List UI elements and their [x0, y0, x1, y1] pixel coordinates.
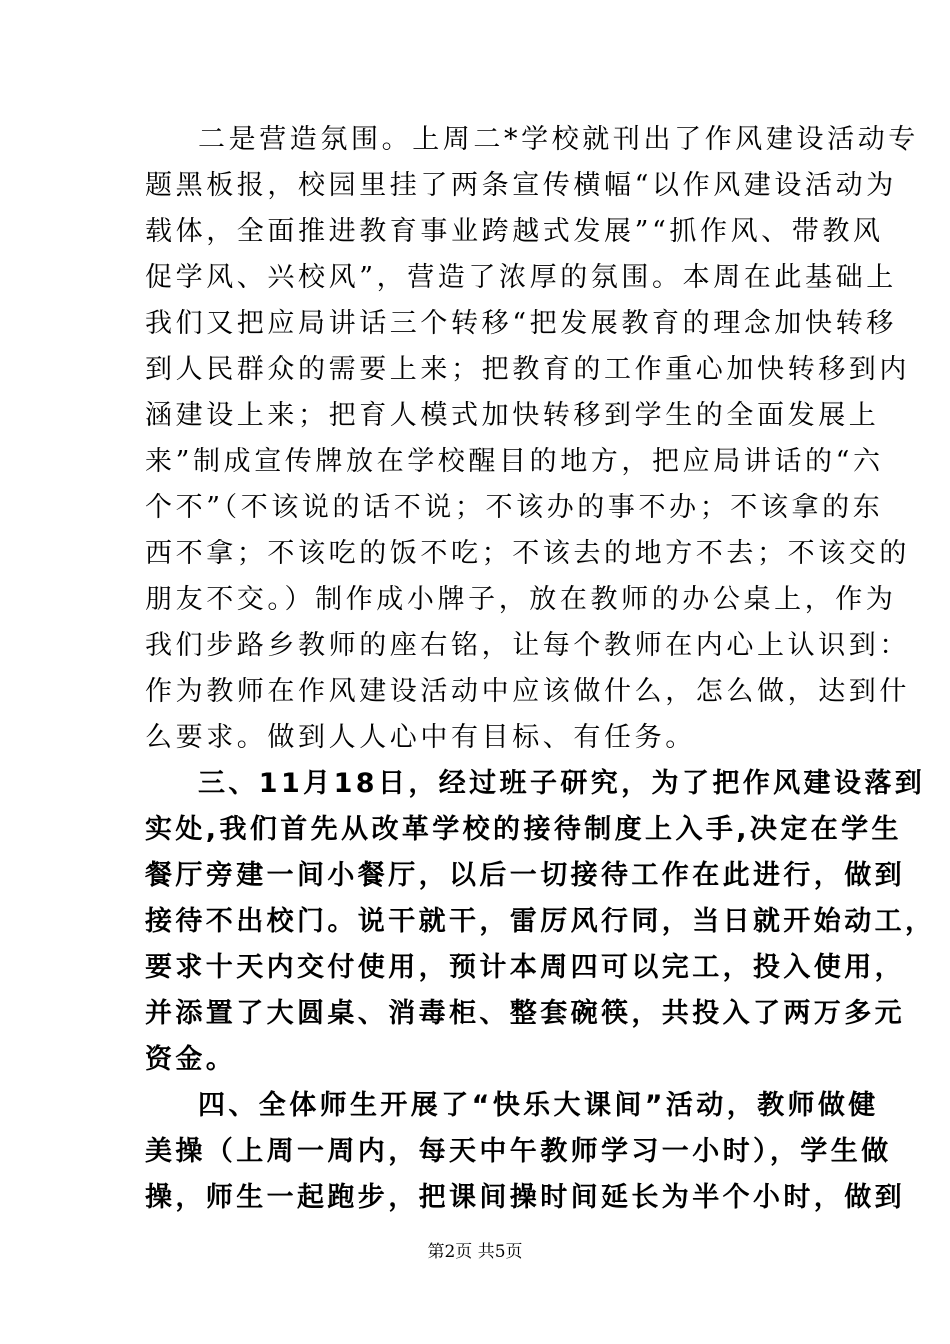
paragraph-line: 个不”（不该说的话不说；不该办的事不办；不该拿的东	[145, 492, 884, 523]
paragraph-line: 要求十天内交付使用，预计本周四可以完工，投入使用，	[145, 952, 905, 983]
paragraph-line: 美操（上周一周内，每天中午教师学习一小时），学生做	[145, 1136, 892, 1167]
paragraph-line: 操，师生一起跑步，把课间操时间延长为半个小时，做到	[145, 1182, 905, 1213]
paragraph-line: 二是营造氛围。上周二*学校就刊出了作风建设活动专	[198, 124, 919, 155]
paragraph-line: 并添置了大圆桌、消毒柜、整套碗筷，共投入了两万多元	[145, 998, 905, 1029]
paragraph-line: 我们又把应局讲话三个转移“把发展教育的理念加快转移	[145, 308, 897, 339]
paragraph-line: 朋友不交。）制作成小牌子，放在教师的办公桌上，作为	[145, 584, 897, 615]
paragraph-line: 载体，全面推进教育事业跨越式发展”“抓作风、带教风	[145, 216, 884, 247]
paragraph-line: 涵建设上来；把育人模式加快转移到学生的全面发展上	[145, 400, 880, 431]
paragraph-line: 三、11月18日，经过班子研究，为了把作风建设落到	[198, 768, 926, 799]
paragraph-line: 来”制成宣传牌放在学校醒目的地方，把应局讲话的“六	[145, 446, 884, 477]
paragraph-line: 到人民群众的需要上来；把教育的工作重心加快转移到内	[145, 354, 910, 385]
paragraph-line: 促学风、兴校风”，营造了浓厚的氛围。本周在此基础上	[145, 262, 897, 293]
paragraph-line: 餐厅旁建一间小餐厅，以后一切接待工作在此进行，做到	[145, 860, 905, 891]
paragraph-line: 西不拿；不该吃的饭不吃；不该去的地方不去；不该交的	[145, 538, 910, 569]
paragraph-line: 资金。	[145, 1044, 237, 1075]
paragraph-line: 我们步路乡教师的座右铭，让每个教师在内心上认识到：	[145, 630, 910, 661]
paragraph-line: 四、全体师生开展了“快乐大课间”活动，教师做健	[198, 1090, 879, 1121]
paragraph-line: 接待不出校门。说干就干，雷厉风行同，当日就开始动工，	[145, 906, 936, 937]
paragraph-line: 作为教师在作风建设活动中应该做什么，怎么做，达到什	[145, 676, 910, 707]
page-number-footer: 第2页 共5页	[427, 1242, 523, 1262]
paragraph-line: 题黑板报，校园里挂了两条宣传横幅“以作风建设活动为	[145, 170, 897, 201]
paragraph-line: 么要求。做到人人心中有目标、有任务。	[145, 722, 696, 753]
paragraph-line: 实处,我们首先从改革学校的接待制度上入手,决定在学生	[145, 814, 902, 845]
